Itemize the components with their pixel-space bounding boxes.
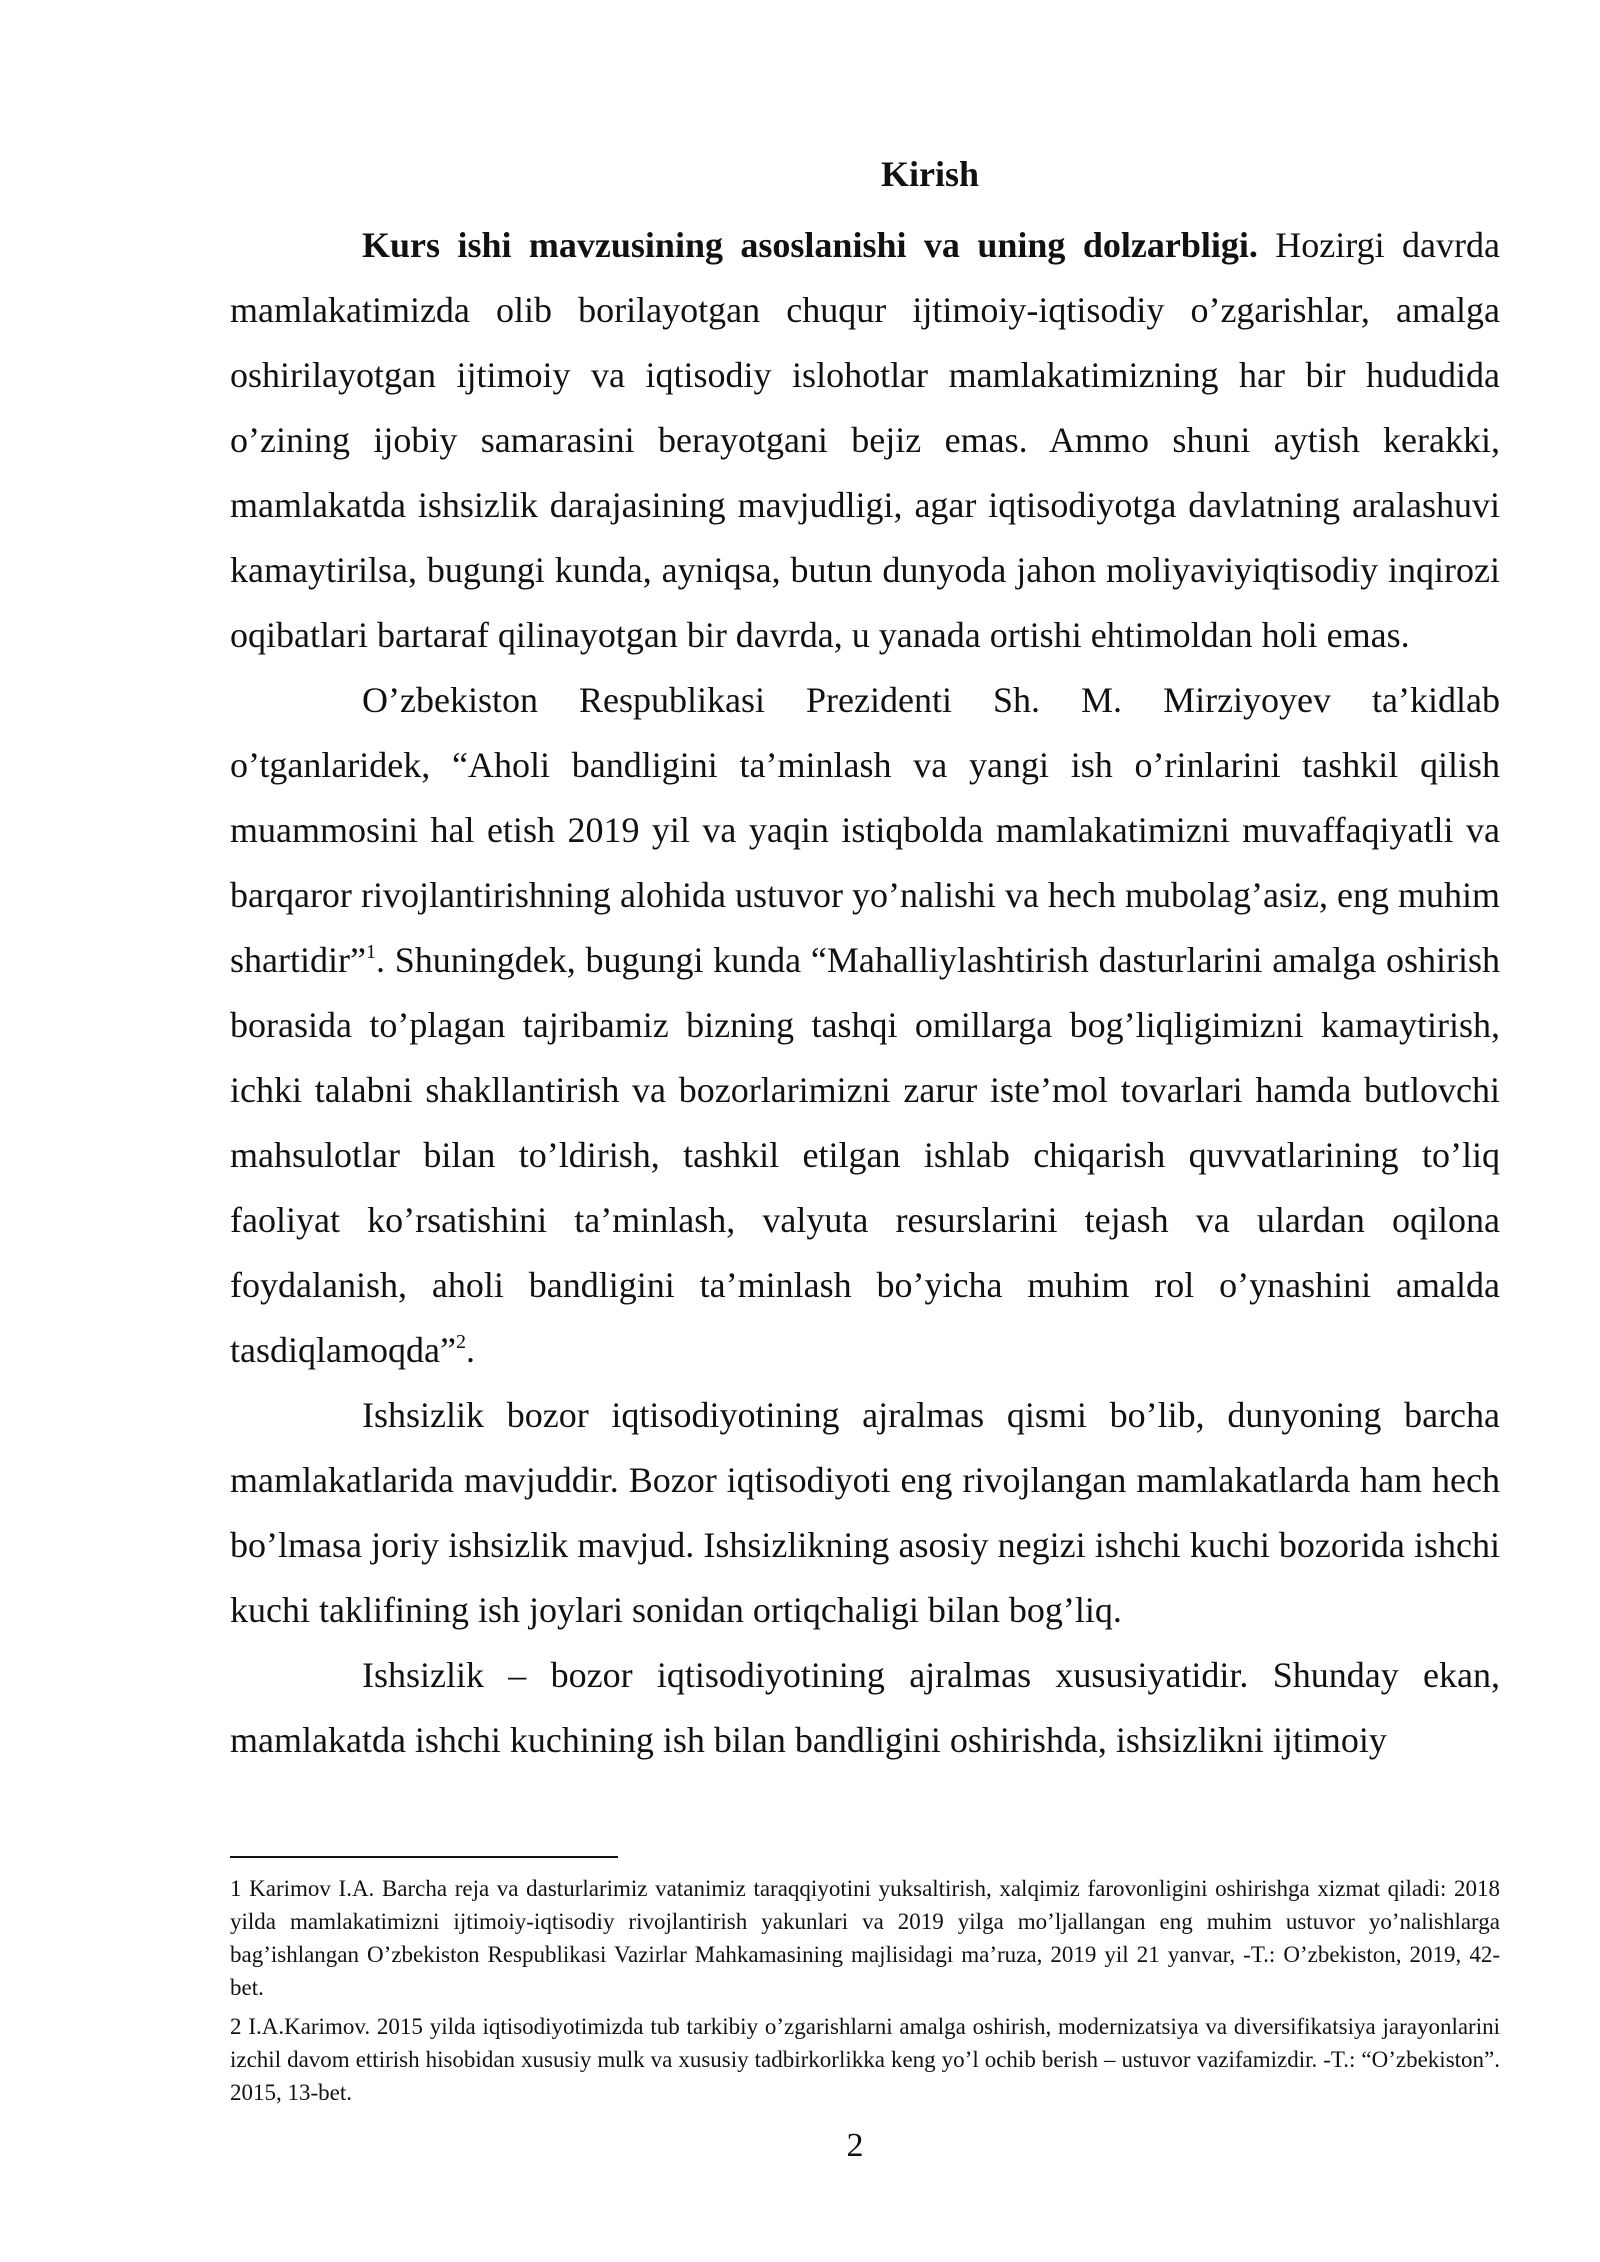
paragraph-text: O’zbekiston Respublikasi Prezidenti Sh. M. Mirziyoyev ta’kidlab o’tganlaridek, “Aholi bandligini ta’minlash va yangi ish o’rinlarini tashkil qilish muammosini hal etish 2019 yil va yaqin istiqbolda mamlakatimizni muvaffaqiyatli va barqaror rivojlantirishning alohida ustuvor yo’nalishi va hech mubolag’asiz, eng muhim shartidir” <box>230 680 1500 980</box>
paragraph-lead: Kurs ishi mavzusining asoslanishi va uning dolzarbligi. <box>362 225 1258 265</box>
footnote-ref-2[interactable]: 2 <box>455 1331 466 1353</box>
section-heading: Kirish <box>880 154 979 194</box>
footnote-2: 2 I.A.Karimov. 2015 yilda iqtisodiyotimizda tub tarkibiy o’zgarishlarni amalga oshirish, modernizatsiya va diversifikatsiya jarayonlarini izchil davom ettirish hisobidan xususiy mulk va xususiy tadbirkorlikka keng yo’l ochib berish – ustuvor vazifamizdir. -T.: “O’zbekiston”. 2015, 13-bet. <box>230 2014 1500 2105</box>
paragraph-intro <box>230 213 1500 668</box>
paragraph-unemployment: Ishsizlik bozor iqtisodiyotining ajralmas qismi bo’lib, dunyoning barcha mamlakatlarida mavjuddir. Bozor iqtisodiyoti eng rivojlangan mamlakatlarda ham hech bo’lmasa joriy ishsizlik mavjud. Ishsizlikning asosiy negizi ishchi kuchi bozorida ishchi kuchi taklifining ish joylari sonidan ortiqchaligi bilan bog’liq. <box>230 1395 1500 1630</box>
footnotes <box>230 1872 1500 2115</box>
page-number: 2 <box>846 2127 864 2164</box>
paragraph-text: . <box>465 1330 475 1370</box>
footnote-ref-1[interactable]: 1 <box>365 941 376 963</box>
paragraph-market-feature: Ishsizlik – bozor iqtisodiyotining ajralmas xususiyatidir. Shunday ekan, mamlakatda ishchi kuchining ish bilan bandligini oshirishda, ishsizlikni ijtimoiy <box>230 1655 1500 1760</box>
paragraph-president-quote <box>230 668 1500 1383</box>
paragraph-text: . Shuningdek, bugungi kunda “Mahalliylashtirish dasturlarini amalga oshirish borasida to’plagan tajribamiz bizning tashqi omillarga bog’liqligimizni kamaytirish, ichki talabni shakllantirish va bozorlarimizni zarur iste’mol tovarlari hamda butlovchi mahsulotlar bilan to’ldirish, tashkil etilgan ishlab chiqarish quvvatlarining to’liq faoliyat ko’rsatishini ta’minlash, valyuta resurslarini tejash va ulardan oqilona foydalanish, aholi bandligini ta’minlash bo’yicha muhim rol o’ynashini amalda tasdiqlamoqda” <box>230 940 1500 1370</box>
footnote-divider <box>230 1856 618 1858</box>
paragraph-text: Hozirgi davrda mamlakatimizda olib borilayotgan chuqur ijtimoiy-iqtisodiy o’zgarishlar, amalga oshirilayotgan ijtimoiy va iqtisodiy islohotlar mamlakatimizning har bir hududida o’zining ijobiy samarasini berayotgani bejiz emas. Ammo shuni aytish kerakki, mamlakatda ishsizlik darajasining mavjudligi, agar iqtisodiyotga davlatning aralashuvi kamaytirilsa, bugungi kunda, ayniqsa, butun dunyoda jahon moliyaviyiqtisodiy inqirozi oqibatlari bartaraf qilinayotgan bir davrda, u yanada ortishi ehtimoldan holi emas. <box>230 225 1500 655</box>
body-text <box>230 213 1500 1773</box>
footnote-1: 1 Karimov I.A. Barcha reja va dasturlarimiz vatanimiz taraqqiyotini yuksaltirish, xalqimiz farovonligini oshirishga xizmat qiladi: 2018 yilda mamlakatimizni ijtimoiy-iqtisodiy rivojlantirish yakunlari va 2019 yilga mo’ljallangan eng muhim ustuvor yo’nalishlarga bag’ishlangan O’zbekiston Respublikasi Vazirlar Mahkamasining majlisidagi ma’ruza, 2019 yil 21 yanvar, -T.: O’zbekiston, 2019, 42-bet. <box>230 1876 1500 2000</box>
